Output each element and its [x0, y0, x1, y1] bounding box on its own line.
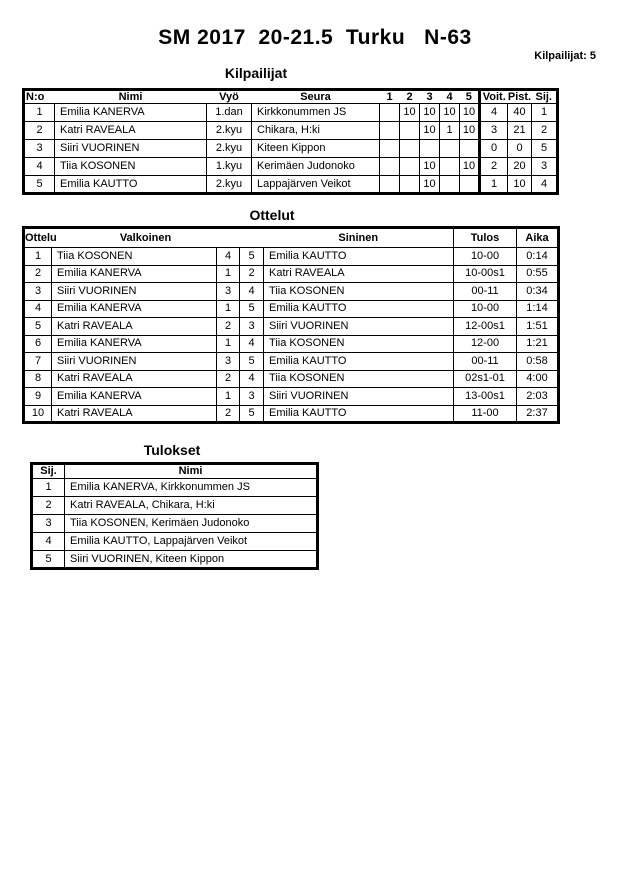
cell-round [460, 140, 480, 158]
col-header-spacer [240, 228, 264, 248]
cell-blue-name: Emilia KAUTTO [264, 248, 454, 266]
table-header-row [32, 464, 318, 479]
cell-club: Chikara, H:ki [252, 122, 380, 140]
cell-result: 12-00 [454, 335, 517, 353]
cell-result: 00-11 [454, 353, 517, 371]
cell-white-name: Emilia KANERVA [52, 265, 217, 283]
cell-blue-name: Emilia KAUTTO [264, 353, 454, 371]
cell-result: 00-11 [454, 283, 517, 301]
cell-round: 10 [460, 104, 480, 122]
cell-wins: 0 [480, 140, 508, 158]
cell-belt: 2.kyu [207, 122, 252, 140]
cell-white-name: Emilia KANERVA [52, 388, 217, 406]
table-row [24, 140, 558, 158]
col-header-result: Tulos [454, 228, 517, 248]
table-row [24, 176, 558, 194]
cell-round [380, 158, 400, 176]
table-row [24, 158, 558, 176]
cell-blue-name: Tiia KOSONEN [264, 370, 454, 388]
cell-round: 10 [460, 158, 480, 176]
cell-place: 1 [32, 479, 65, 497]
cell-points: 40 [508, 104, 532, 122]
cell-match-no: 7 [24, 353, 52, 371]
table-row [24, 318, 559, 336]
cell-round: 10 [420, 104, 440, 122]
col-header-blue: Sininen [338, 231, 379, 244]
matches-heading: Ottelut [249, 207, 295, 223]
cell-time: 2:37 [517, 405, 559, 423]
cell-white-name: Emilia KANERVA [52, 300, 217, 318]
cell-blue-name: Tiia KOSONEN [264, 335, 454, 353]
table-row [32, 551, 318, 569]
cell-points: 10 [508, 176, 532, 194]
cell-blue-name: Emilia KAUTTO [264, 300, 454, 318]
cell-place: 3 [532, 158, 558, 176]
cell-club: Lappajärven Veikot [252, 176, 380, 194]
cell-name: Emilia KANERVA, Kirkkonummen JS [65, 479, 318, 497]
competitors-table [22, 88, 559, 195]
col-header-name: Nimi [65, 464, 318, 479]
col-header-round-3: 3 [426, 90, 433, 103]
competitors-heading: Kilpailijat [224, 65, 288, 81]
cell-match-no: 9 [24, 388, 52, 406]
cell-blue-name: Tiia KOSONEN [264, 283, 454, 301]
cell-belt: 2.kyu [207, 176, 252, 194]
cell-round [460, 176, 480, 194]
cell-place: 1 [532, 104, 558, 122]
cell-white-no: 1 [217, 300, 240, 318]
cell-blue-no: 5 [240, 248, 264, 266]
cell-time: 0:55 [517, 265, 559, 283]
cell-match-no: 3 [24, 283, 52, 301]
results-table [30, 462, 319, 570]
cell-place: 3 [32, 515, 65, 533]
cell-white-no: 1 [217, 335, 240, 353]
results-heading: Tulokset [143, 442, 201, 458]
col-header-round-2: 2 [406, 90, 413, 103]
cell-round [440, 158, 460, 176]
cell-round [420, 140, 440, 158]
cell-points: 0 [508, 140, 532, 158]
cell-name: Katri RAVEALA, Chikara, H:ki [65, 497, 318, 515]
cell-name: Siiri VUORINEN, Kiteen Kippon [65, 551, 318, 569]
cell-white-name: Katri RAVEALA [52, 370, 217, 388]
table-row [24, 248, 559, 266]
cell-match-no: 1 [24, 248, 52, 266]
cell-place: 5 [32, 551, 65, 569]
table-row [32, 497, 318, 515]
col-header-white: Valkoinen [119, 231, 172, 244]
cell-white-name: Tiia KOSONEN [52, 248, 217, 266]
cell-name: Emilia KAUTTO [55, 176, 207, 194]
cell-white-no: 1 [217, 265, 240, 283]
table-row [24, 388, 559, 406]
page-title: SM 2017 20-21.5 Turku N-63 [158, 26, 472, 49]
cell-blue-no: 4 [240, 335, 264, 353]
cell-white-name: Siiri VUORINEN [52, 283, 217, 301]
cell-wins: 2 [480, 158, 508, 176]
cell-round: 10 [420, 122, 440, 140]
cell-round: 1 [440, 122, 460, 140]
cell-round: 10 [440, 104, 460, 122]
cell-result: 11-00 [454, 405, 517, 423]
cell-round [380, 176, 400, 194]
cell-club: Kiteen Kippon [252, 140, 380, 158]
cell-blue-name: Siiri VUORINEN [264, 388, 454, 406]
table-row [24, 353, 559, 371]
cell-match-no: 6 [24, 335, 52, 353]
cell-time: 1:14 [517, 300, 559, 318]
cell-wins: 4 [480, 104, 508, 122]
cell-white-no: 2 [217, 370, 240, 388]
cell-white-name: Katri RAVEALA [52, 318, 217, 336]
cell-white-no: 4 [217, 248, 240, 266]
table-row [24, 122, 558, 140]
cell-name: Tiia KOSONEN [55, 158, 207, 176]
cell-no: 5 [24, 176, 55, 194]
cell-name: Emilia KANERVA [55, 104, 207, 122]
cell-time: 1:21 [517, 335, 559, 353]
table-row [24, 405, 559, 423]
cell-wins: 3 [480, 122, 508, 140]
cell-round [400, 122, 420, 140]
cell-white-no: 1 [217, 388, 240, 406]
cell-result: 13-00s1 [454, 388, 517, 406]
cell-place: 4 [32, 533, 65, 551]
table-header-row [24, 90, 558, 104]
col-header-match: Ottelu [25, 231, 57, 244]
cell-blue-no: 3 [240, 318, 264, 336]
cell-result: 02s1-01 [454, 370, 517, 388]
cell-time: 4:00 [517, 370, 559, 388]
col-header-points: Pist. [507, 90, 532, 103]
cell-blue-no: 4 [240, 283, 264, 301]
cell-white-no: 2 [217, 318, 240, 336]
cell-match-no: 4 [24, 300, 52, 318]
table-row [32, 515, 318, 533]
cell-round [380, 122, 400, 140]
cell-name: Siiri VUORINEN [55, 140, 207, 158]
cell-match-no: 5 [24, 318, 52, 336]
cell-result: 12-00s1 [454, 318, 517, 336]
cell-match-no: 8 [24, 370, 52, 388]
cell-blue-name: Siiri VUORINEN [264, 318, 454, 336]
cell-match-no: 10 [24, 405, 52, 423]
cell-match-no: 2 [24, 265, 52, 283]
col-header-wins: Voit. [480, 90, 508, 104]
cell-time: 0:14 [517, 248, 559, 266]
cell-result: 10-00s1 [454, 265, 517, 283]
col-header-place: Sij. [40, 465, 57, 477]
table-row [24, 370, 559, 388]
table-row [32, 533, 318, 551]
cell-blue-no: 5 [240, 405, 264, 423]
cell-place: 2 [32, 497, 65, 515]
col-header-round-1: 1 [386, 90, 393, 103]
cell-belt: 1.kyu [207, 158, 252, 176]
cell-white-name: Katri RAVEALA [52, 405, 217, 423]
cell-no: 2 [24, 122, 55, 140]
cell-belt: 1.dan [207, 104, 252, 122]
cell-blue-no: 5 [240, 300, 264, 318]
cell-white-name: Siiri VUORINEN [52, 353, 217, 371]
col-header-time: Aika [517, 228, 559, 248]
cell-round: 10 [420, 158, 440, 176]
cell-white-no: 3 [217, 353, 240, 371]
cell-blue-name: Emilia KAUTTO [264, 405, 454, 423]
cell-blue-no: 5 [240, 353, 264, 371]
col-header-no: N:o [26, 90, 45, 103]
cell-white-no: 2 [217, 405, 240, 423]
col-header-round-4: 4 [446, 90, 453, 103]
cell-wins: 1 [480, 176, 508, 194]
cell-club: Kirkkonummen JS [252, 104, 380, 122]
matches-table [22, 226, 560, 424]
table-header-row [24, 228, 559, 248]
table-row [24, 265, 559, 283]
cell-place: 4 [532, 176, 558, 194]
cell-points: 21 [508, 122, 532, 140]
cell-no: 3 [24, 140, 55, 158]
cell-result: 10-00 [454, 300, 517, 318]
col-header-name: Nimi [118, 90, 143, 103]
cell-blue-name: Katri RAVEALA [264, 265, 454, 283]
cell-place: 5 [532, 140, 558, 158]
cell-time: 2:03 [517, 388, 559, 406]
cell-belt: 2.kyu [207, 140, 252, 158]
cell-place: 2 [532, 122, 558, 140]
cell-blue-no: 4 [240, 370, 264, 388]
cell-blue-no: 3 [240, 388, 264, 406]
cell-round [380, 140, 400, 158]
cell-points: 20 [508, 158, 532, 176]
cell-white-no: 3 [217, 283, 240, 301]
cell-time: 1:51 [517, 318, 559, 336]
cell-no: 4 [24, 158, 55, 176]
cell-white-name: Emilia KANERVA [52, 335, 217, 353]
cell-time: 0:34 [517, 283, 559, 301]
cell-name: Katri RAVEALA [55, 122, 207, 140]
participants-count: Kilpailijat: 5 [534, 50, 596, 62]
cell-blue-no: 2 [240, 265, 264, 283]
cell-name: Tiia KOSONEN, Kerimäen Judonoko [65, 515, 318, 533]
table-row [32, 479, 318, 497]
cell-round [400, 176, 420, 194]
table-row [24, 283, 559, 301]
table-row [24, 335, 559, 353]
cell-round [440, 140, 460, 158]
cell-round [380, 104, 400, 122]
cell-round [440, 176, 460, 194]
cell-no: 1 [24, 104, 55, 122]
cell-club: Kerimäen Judonoko [252, 158, 380, 176]
cell-name: Emilia KAUTTO, Lappajärven Veikot [65, 533, 318, 551]
col-header-place: Sij. [535, 90, 552, 103]
table-row [24, 300, 559, 318]
col-header-round-5: 5 [465, 90, 472, 103]
col-header-belt: Vyö [219, 90, 239, 103]
cell-round [400, 140, 420, 158]
col-header-club: Seura [300, 90, 331, 103]
cell-time: 0:58 [517, 353, 559, 371]
table-row [24, 104, 558, 122]
cell-round: 10 [420, 176, 440, 194]
cell-round: 10 [460, 122, 480, 140]
cell-result: 10-00 [454, 248, 517, 266]
cell-round: 10 [400, 104, 420, 122]
cell-round [400, 158, 420, 176]
